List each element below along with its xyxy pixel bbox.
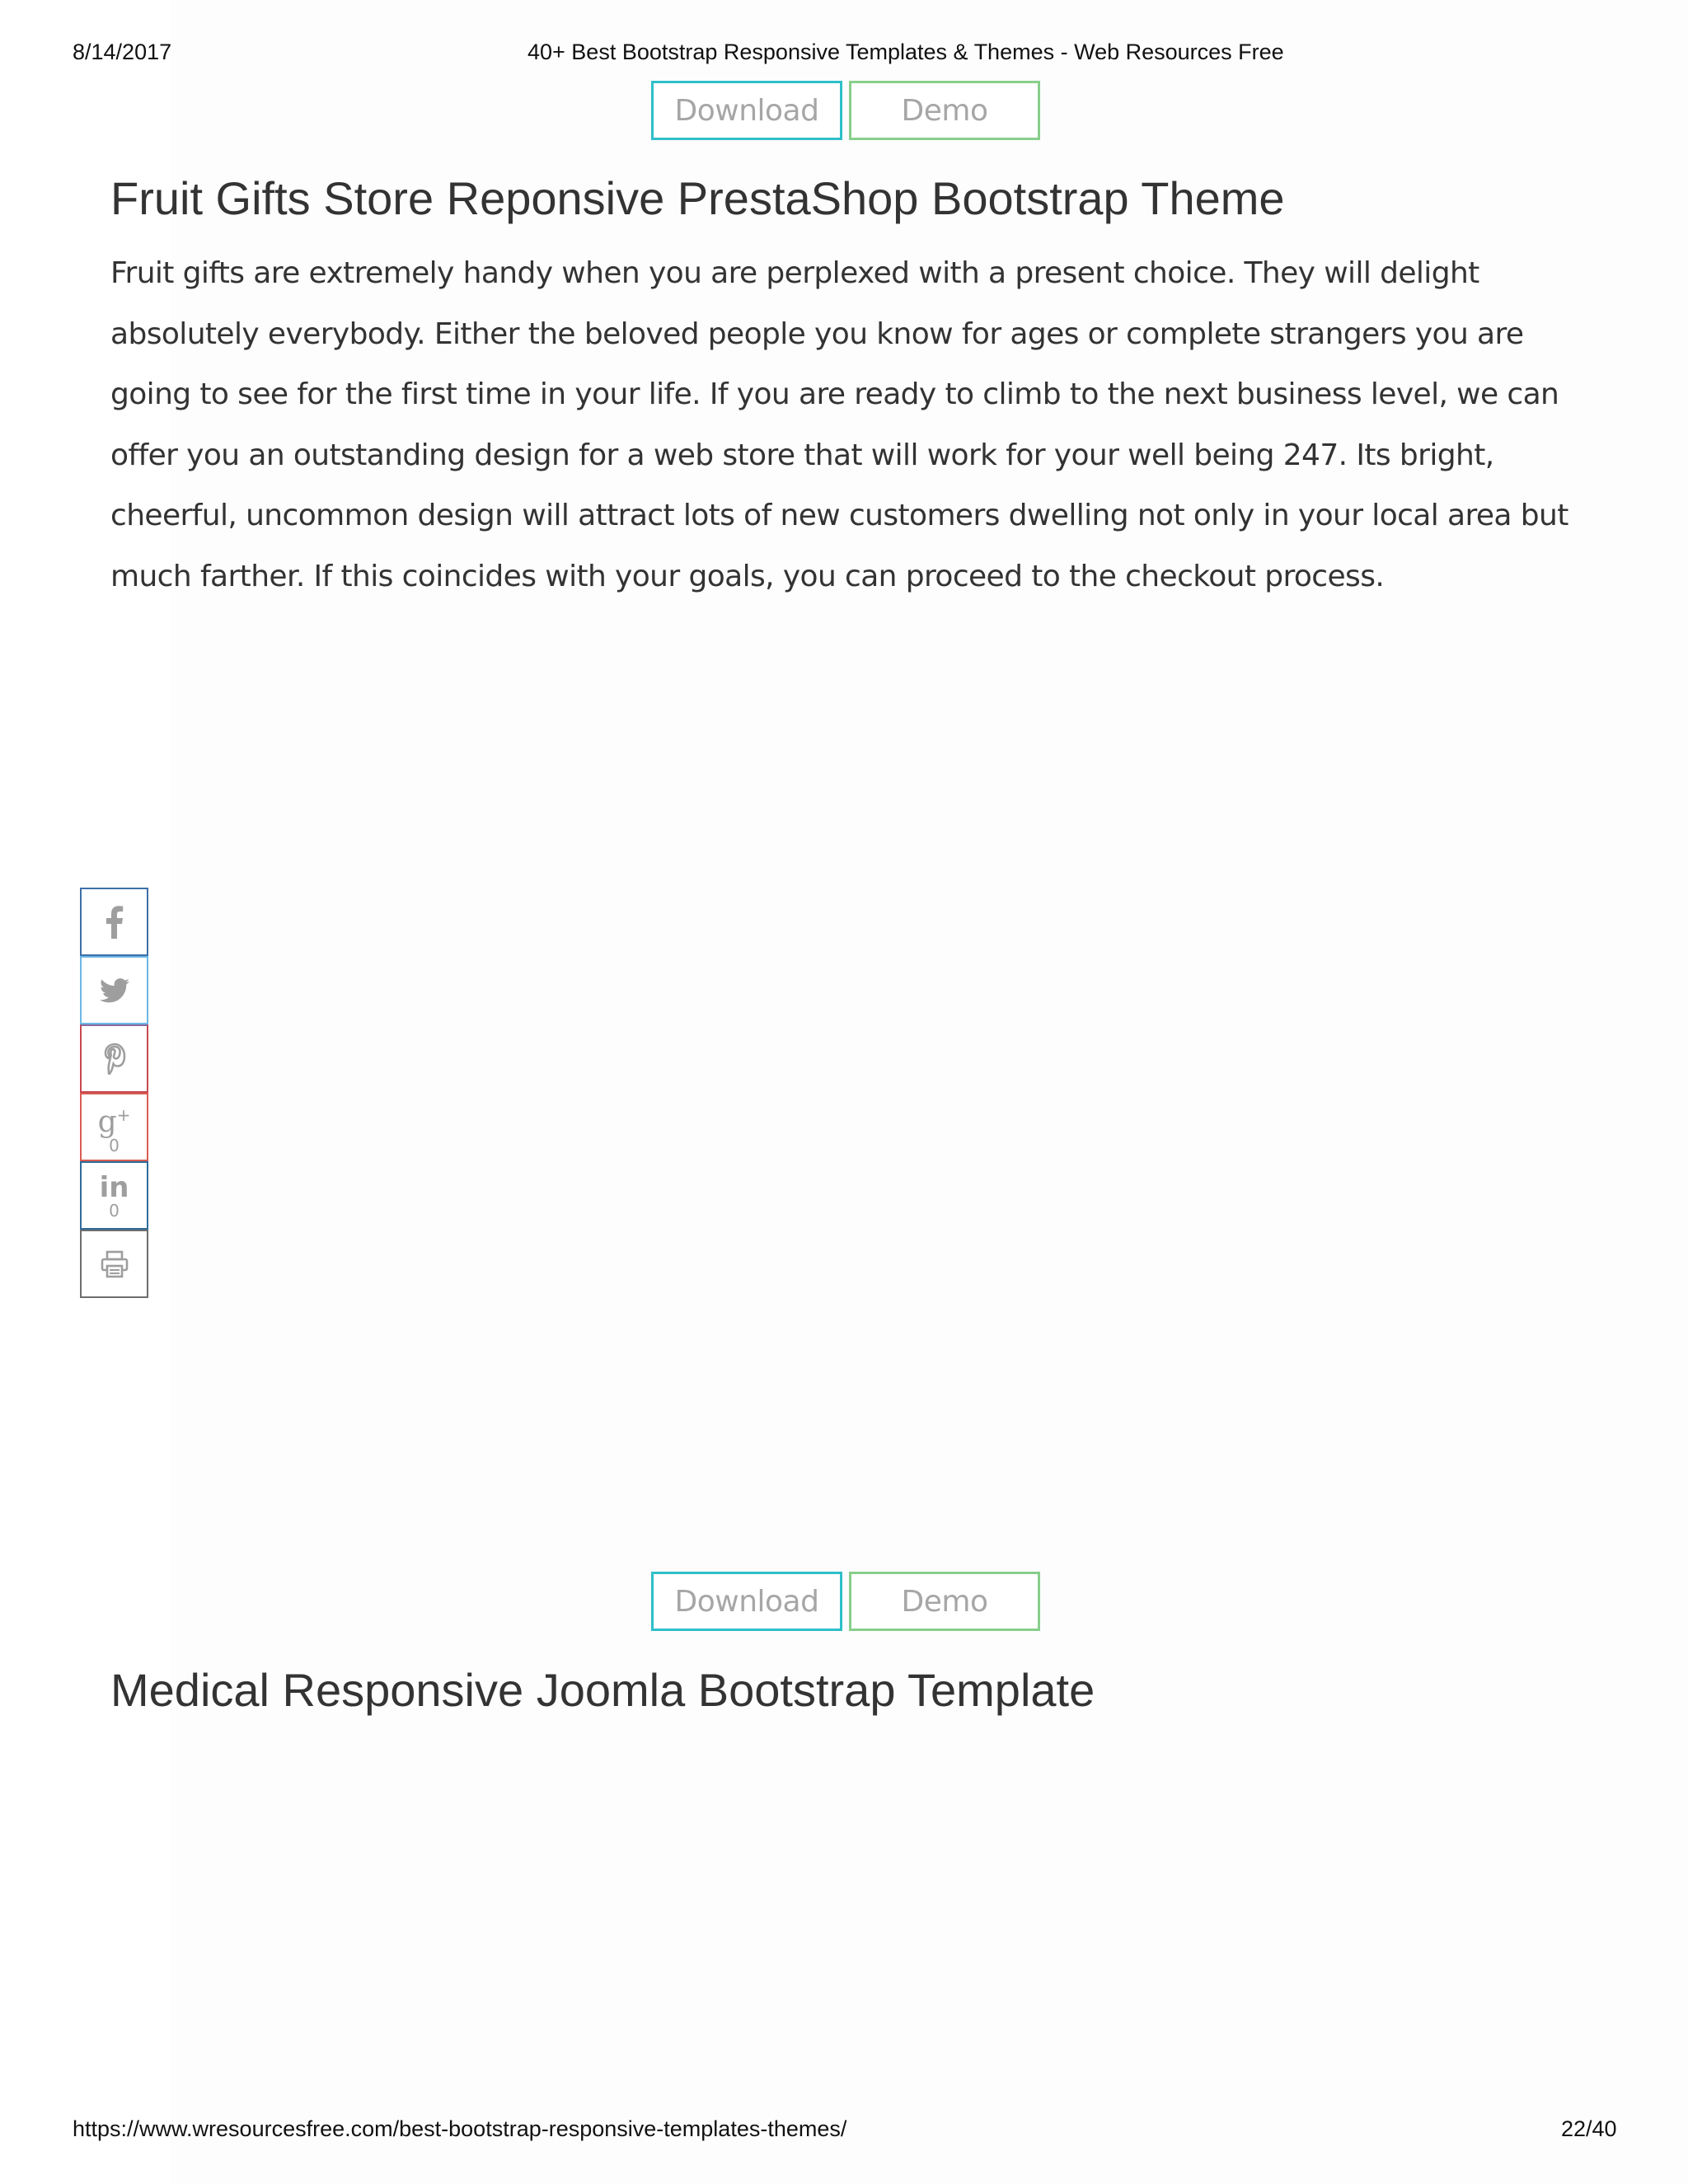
print-header-date: 8/14/2017 xyxy=(73,40,172,64)
download-button-medical[interactable]: Download xyxy=(651,1572,842,1631)
linkedin-share-button[interactable] xyxy=(80,1161,148,1230)
linkedin-icon: in xyxy=(99,1170,129,1204)
print-header-title: 40+ Best Bootstrap Responsive Templates & Themes - Web Resources Free xyxy=(528,40,1284,64)
print-button[interactable] xyxy=(80,1230,148,1298)
download-button[interactable]: Download xyxy=(651,81,842,140)
pinterest-icon xyxy=(103,1043,126,1076)
facebook-icon xyxy=(106,906,124,939)
facebook-share-button[interactable] xyxy=(80,888,148,956)
print-footer-url: https://www.wresourcesfree.com/best-bootstrap-responsive-templates-themes/ xyxy=(73,2116,847,2141)
demo-button[interactable]: Demo xyxy=(849,81,1040,140)
twitter-share-button[interactable] xyxy=(80,956,148,1024)
print-footer-page-number: 22/40 xyxy=(1561,2116,1617,2141)
fruit-gifts-title: Fruit Gifts Store Reponsive PrestaShop Bootstrap Theme xyxy=(110,172,1285,224)
linkedin-share-count: 0 xyxy=(109,1200,120,1221)
fruit-gifts-description: Fruit gifts are extremely handy when you are perplexed with a present choice. They will delight absolutely everybody. Either the beloved people you know for ages or complete strangers you are going to see for the first time in your life. If you are ready to climb to the next business level, we can offer you an outstanding design for a web store that will work for your well being 247. Its bright, cheerful, uncommon design will attract lots of new customers dwelling not only in your local area but much farther. If this coincides with your goals, you can proceed to the checkout process. xyxy=(110,256,1568,593)
googleplus-share-button[interactable] xyxy=(80,1093,148,1161)
print-icon xyxy=(101,1250,129,1278)
medical-template-title: Medical Responsive Joomla Bootstrap Template xyxy=(110,1664,1095,1716)
pinterest-share-button[interactable] xyxy=(80,1024,148,1093)
googleplus-icon: g+ xyxy=(97,1105,131,1139)
demo-button-medical[interactable]: Demo xyxy=(849,1572,1040,1631)
social-share-bar xyxy=(80,888,148,1298)
twitter-icon xyxy=(100,978,129,1003)
googleplus-share-count: 0 xyxy=(109,1136,120,1155)
